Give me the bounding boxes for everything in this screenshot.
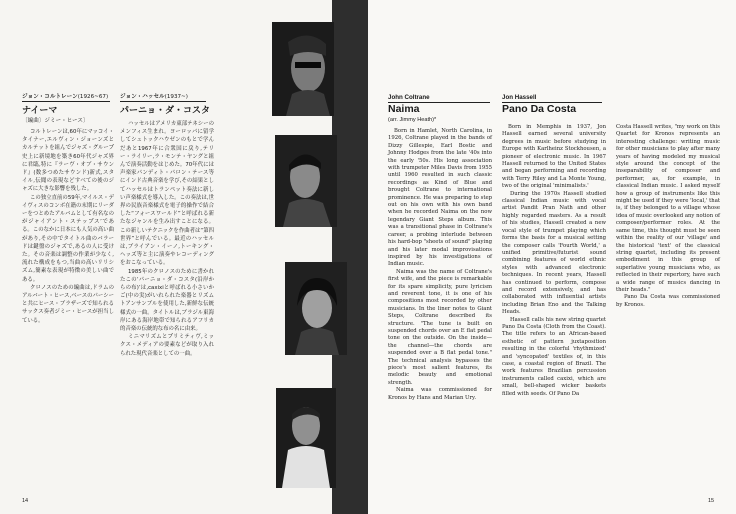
page-number-left: 14 bbox=[22, 498, 29, 504]
en-hassell-paragraph: Hassell calls his new string quartet Pano Da Costa (Cloth from the Coast). The title refers to an African-based esthetic of pattern juxtaposition resulting in the colorful 'rhythmized' and 'syncopated' textiles of, in this case, a coastal region of Brazil. The work features Brazilian percussion instruments called caxixi, which are small, bell-shaped wicker baskets filled with seeds. Of Pano Da bbox=[502, 316, 606, 397]
jp-hassell-paragraph: ハッセルはアメリカ東部テネシーのメンフィス生まれ。ヨーロッパに留学してシュトックハウゼンのもとで学んだあと1967年に合衆国に戻り,テリー・ライリー,ラ・モンテ・ヤングと組んで演奏活動をはじめた。70年代には声楽家パンディト・パロン・テース等にインド古典音楽を学び,その結果としてハッセルはトランペット奏法に新しい声楽様式を導入した。この奏法は,世界の民族音楽様式を電子的操作で結合した“フォースワールド”と呼ばれる新たなジャンルを生み出すことになる。この新しいテクニックを作曲者は“第四世界”と呼んでいる。最近のハッセルは,ブライアン・イーノ,トーキング・ヘッズ等と主に演奏やレコーディングをおこなっている。 bbox=[120, 121, 214, 267]
photo-portrait-man-2 bbox=[276, 388, 336, 488]
en-coltrane-composer: John Coltrane bbox=[388, 94, 430, 101]
page-number-right: 15 bbox=[708, 498, 715, 504]
en-hassell-continuation bbox=[616, 124, 720, 309]
jp-hassell-rule bbox=[120, 101, 206, 102]
jp-coltrane-paragraph: クロノスのための編曲は,ドラムのアルバート・ヒース,ベースのパーシーと共にヒース・ブラザーズで知られるサックス奏者ジミー・ヒースが担当している。 bbox=[22, 284, 114, 324]
jp-coltrane-composer: ジョン・コルトレーン(1926~67) bbox=[22, 94, 109, 100]
jp-coltrane-arranger: 〔編曲〕ジミー・ヒース〕 bbox=[22, 118, 89, 124]
en-coltrane-body bbox=[388, 128, 492, 402]
en-hassell-paragraph: During the 1970s Hassell studied classical Indian music with vocal artist Pandit Pran Nath and other highly regarded masters. As a result of his studies, Hassell created a new vocal style of trumpet playing which forms the basis for a musical setting the composer calls 'Fourth World,' a unified primitive/futurist sound combining features of world ethnic styles with advanced electronic techniques. In recent years, Hassell has continued to perform, compose and record extensively, and has collaborated with influential artists including Brian Eno and the Talking Heads. bbox=[502, 190, 606, 316]
photo-portrait-woman bbox=[285, 262, 347, 355]
photo-portrait-man-1 bbox=[275, 135, 337, 227]
gutter-band bbox=[332, 0, 368, 514]
jp-hassell-paragraph: 1985年のクロノスのために書かれたこの‘パーニョ・ダ・コスタ(沿岸からの布)’は,caxixiと呼ばれる小さいかご(中の実)がいれられた楽器とリズムトアンサンブルを使用した,新鮮な伝統様式の一曲。タイトルは,ブラジル東海岸にある海岸地帯で知られるアフリカ的音楽の伝統的な布の名に由来。 bbox=[120, 268, 214, 333]
en-coltrane-paragraph: Naima was commissioned for Kronos by Hans and Marian Ury. bbox=[388, 387, 492, 401]
en-hassell-title: Pano Da Costa bbox=[502, 103, 577, 115]
en-coltrane-paragraph: Born in Hamlet, North Carolina, in 1926, Coltrane played in the bands of Dizzy Gillespie, Earl Bostic and Johnny Hodges from the late '40s into the early '50s. His long association with trumpeter Miles Davis from 1955 until 1960 resulted in such classic recordings as Kind of Blue and brought Coltrane to international prominence. He was preparing to step out on his own with his own band when he recorded Naima on the now legendary Giant Steps album. This was a transitional phase in Coltrane's career, a probing interlude between his hard-bop "sheets of sound" playing and his later modal improvisations inspired by his investigations of Indian music. bbox=[388, 128, 492, 268]
jp-coltrane-rule bbox=[22, 101, 110, 102]
jp-coltrane-paragraph: コルトレーンは,60年にマッコイ・タイナー,エルヴィン・ジョーンズとカルテットを組んでジャズ・グループ史上に新境地を築き60年代ジャズ界に君臨,特に『ラーヴ・オブ・サウンド』(数多つめたサウンド)新式,スタイル,伝聞の表現などすべての後のジャズに大きな影響を残した。 bbox=[22, 129, 114, 193]
jp-coltrane-title: ナイーマ bbox=[22, 106, 58, 116]
jp-hassell-paragraph: ミニマリズムとプリミティヴ,ミックス・メディアの要素などが取り入れられた現代音楽としての一曲。 bbox=[120, 334, 214, 357]
jp-coltrane-paragraph: この独立直前の59年,マイルス・デイヴィスのコンボ在籍の末期にリーダーをつとめたアルバムとして有名なのがジャイアント・ステップス’である。このなかに日本にも人気の高い曲があり,その中でタイトル曲のバラードは鍵盤のジャズで,あるの人に受けた。その音楽は調整の作業が少なく,流れた構成をもつ,当曲の高いリリシズム,簡素な表現が特徴の美しい曲である。 bbox=[22, 194, 114, 283]
jp-hassell-composer: ジョン・ハッセル(1937~) bbox=[120, 94, 188, 100]
en-coltrane-arranger: (arr. Jimmy Heath)* bbox=[388, 117, 437, 123]
en-hassell-composer: Jon Hassell bbox=[502, 94, 537, 101]
en-hassell-body bbox=[502, 124, 606, 398]
en-hassell-paragraph: Born in Memphis in 1937, Jon Hassell earned several university degrees in music before studying in Europe with Karlheinz Stockhousen, a pioneer of electronic music. In 1967 Hassell returned to the United States and began performing and recording with Terry Riley and La Monte Young, two of the original 'minimalists.' bbox=[502, 124, 606, 190]
en-coltrane-title: Naima bbox=[388, 103, 420, 115]
photo-portrait-man-sunglasses bbox=[272, 22, 334, 116]
jp-hassell-title: パーニョ・ダ・コスタ bbox=[120, 106, 211, 116]
jp-coltrane-body bbox=[22, 128, 114, 325]
jp-hassell-body bbox=[120, 120, 214, 358]
en-hassell-continuation-paragraph: Pano Da Costa was commissioned by Kronos. bbox=[616, 294, 720, 308]
en-coltrane-paragraph: Naima was the name of Coltrane's first wife, and the piece is remarkable for its spare simplicity, pure lyricism and reverent tone, it is one of his compositions most recorded by other musicians. In the liner notes to Giant Steps, Coltrane described its structure. "The tune is built on suspended chords over an E flat pedal tone on the outside. On the inside—the channel—the chords are suspended over a B flat pedal tone." The technical analysis bypasses the piece's most salient features, its melodic beauty and emotional strength. bbox=[388, 268, 492, 386]
en-hassell-continuation-paragraph: Costa Hassell writes, "my work on this Quartet for Kronos represents an interesting challenge: writing music for other musicians to play after many years of having modeled my musical style around the concept of the inseparability of composer and performer, as, for example, in classical Indian music. I asked myself how a group of instruments like this might be used if they were 'local,' that is, if they belonged to a village whose idea of music overlooked any notion of composer/performer roles. At the same time, this thought must be seen within the reality of our 'village' and the historical 'text' of the classical string quartet, including its present embodiment in this group of superlative young musicians who, as reflected in their repertory, have such a wide range of musics dancing in their heads." bbox=[616, 124, 720, 293]
